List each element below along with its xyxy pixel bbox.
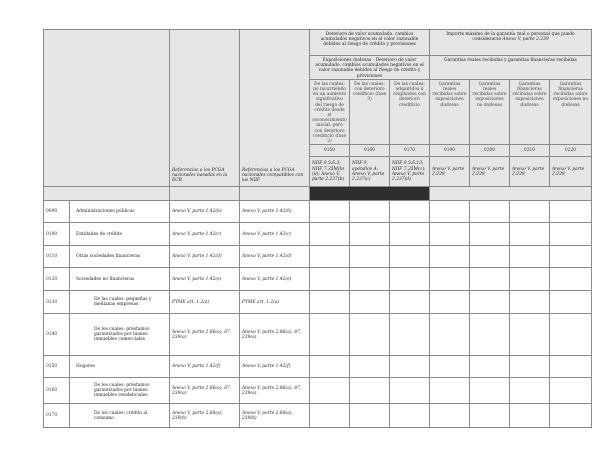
col-header-0210: Garantías financieras recibidas sobre exposiciones dudosas <box>510 79 550 144</box>
col-header-0200: Garantías reales recibidas sobre exposiciones no dudosas <box>470 79 510 144</box>
shaded-band <box>310 187 430 201</box>
data-cell[interactable] <box>470 404 510 428</box>
col-ref-0150: NIIF 9.5.5.3; NIIF 7.35M(b)(ii); Anexo V, parte 2.237(b) <box>310 157 350 187</box>
band-right <box>430 187 592 201</box>
table-row <box>44 201 592 223</box>
data-cell[interactable] <box>470 223 510 246</box>
col-ref-0210: Anexo V, parte 2.239 <box>510 157 550 187</box>
col-ref-0170: NIIF 9.5.5.13; NIIF 7.35M(c); Anexo V, parte 2.237(d) <box>390 157 430 187</box>
data-cell[interactable] <box>510 246 550 268</box>
col-code-0150: 0150 <box>310 145 350 157</box>
col-header-0190: Garantías reales recibidas sobre exposiciones dudosas <box>430 79 470 144</box>
data-cell[interactable] <box>470 268 510 291</box>
row-label: De los cuales: préstamos garantizados por bienes inmuebles comerciales <box>70 314 170 356</box>
band-blank <box>44 187 170 201</box>
row-code: 0100 <box>44 223 70 246</box>
data-cell[interactable] <box>390 404 430 428</box>
ref-col2-header: Referencias a los PCGA nacionales compatibles con las NIIF <box>240 30 310 187</box>
row-label: De los cuales: préstamos garantizados por bienes inmuebles residenciales <box>70 378 170 404</box>
data-cell[interactable] <box>430 314 470 356</box>
row-code: 0140 <box>44 314 70 356</box>
data-cell[interactable] <box>550 404 592 428</box>
data-cell[interactable] <box>390 246 430 268</box>
row-code: 0110 <box>44 246 70 268</box>
row-code: 0160 <box>44 378 70 404</box>
col-ref-0220: Anexo V, parte 2.239 <box>550 157 592 187</box>
data-cell[interactable] <box>430 356 470 378</box>
row-ref-ecb: Anexo V, parte 1.42(f) <box>170 356 240 378</box>
row-ref-ecb: PYME art. 1.2(a) <box>170 291 240 314</box>
data-cell[interactable] <box>350 356 390 378</box>
col-header-0220: Garantías financieras recibidas sobre exposiciones no dudosas <box>550 79 592 144</box>
col-ref-0160: NIIF 9, apéndice A; Anexo V, parte 2.237(c) <box>350 157 390 187</box>
row-ref-ecb: Anexo V, parte 2.86(a), 87, 239(a) <box>170 314 240 356</box>
data-cell[interactable] <box>350 378 390 404</box>
ref-col1-header: Referencias a los PCGA nacionales basadas en la ECB <box>170 30 240 187</box>
row-label: Sociedades no financieras <box>70 268 170 291</box>
data-cell[interactable] <box>390 356 430 378</box>
data-cell[interactable] <box>430 404 470 428</box>
row-code: 0150 <box>44 356 70 378</box>
row-ref-niif: Anexo V, parte 1.42(e) <box>240 268 310 291</box>
data-cell[interactable] <box>550 223 592 246</box>
data-cell[interactable] <box>550 246 592 268</box>
data-cell[interactable] <box>470 291 510 314</box>
table-row <box>44 378 592 404</box>
col-code-0170: 0170 <box>390 145 430 157</box>
table-row <box>44 404 592 428</box>
data-cell[interactable] <box>350 314 390 356</box>
col-header-0160: De las cuales: con deterioro crediticio (fase 3) <box>350 79 390 144</box>
col-code-0220: 0220 <box>550 145 592 157</box>
row-ref-ecb: Anexo V, parte 1.42(c) <box>170 223 240 246</box>
data-cell[interactable] <box>350 404 390 428</box>
data-cell[interactable] <box>430 246 470 268</box>
col-ref-0190: Anexo V, parte 2.239 <box>430 157 470 187</box>
data-cell[interactable] <box>310 201 350 223</box>
data-cell[interactable] <box>390 291 430 314</box>
data-cell[interactable] <box>310 314 350 356</box>
header-corner <box>44 30 170 187</box>
data-cell[interactable] <box>550 201 592 223</box>
data-cell[interactable] <box>350 268 390 291</box>
data-cell[interactable] <box>430 291 470 314</box>
data-cell[interactable] <box>470 314 510 356</box>
data-cell[interactable] <box>310 246 350 268</box>
row-label: De las cuales: pequeñas y medianas empresas <box>70 291 170 314</box>
data-cell[interactable] <box>510 291 550 314</box>
data-cell[interactable] <box>430 378 470 404</box>
data-cell[interactable] <box>350 201 390 223</box>
table-row <box>44 246 592 268</box>
row-ref-niif: Anexo V, parte 1.42(b) <box>240 201 310 223</box>
data-cell[interactable] <box>310 291 350 314</box>
data-cell[interactable] <box>470 378 510 404</box>
row-ref-ecb: Anexo V, parte 1.42(e) <box>170 268 240 291</box>
data-cell[interactable] <box>310 404 350 428</box>
table-row <box>44 356 592 378</box>
data-cell[interactable] <box>510 201 550 223</box>
data-cell[interactable] <box>550 268 592 291</box>
max-guarantee-ref: Anexo V, parte 2.239 <box>502 37 549 43</box>
row-label: Entidades de crédito <box>70 223 170 246</box>
data-cell[interactable] <box>390 378 430 404</box>
col-code-0190: 0190 <box>430 145 470 157</box>
max-guarantee-title: Importe máximo de la garantía real o personal que puede considerarse <box>446 32 575 43</box>
table-row <box>44 291 592 314</box>
data-cell[interactable] <box>390 314 430 356</box>
data-cell[interactable] <box>510 314 550 356</box>
data-cell[interactable] <box>510 404 550 428</box>
data-cell[interactable] <box>430 201 470 223</box>
nonperforming-subgroup-header: Exposiciones dudosas - Deterioro de valor acumulado, cambios acumulados negativos en el valor razonable debidos al riesgo de crédito y provisiones <box>310 56 430 80</box>
data-cell[interactable] <box>550 314 592 356</box>
col-code-0210: 0210 <box>510 145 550 157</box>
data-cell[interactable] <box>470 201 510 223</box>
data-cell[interactable] <box>550 378 592 404</box>
data-cell[interactable] <box>310 223 350 246</box>
row-ref-ecb: Anexo V, parte 2.88(a), 239(b) <box>170 404 240 428</box>
data-cell[interactable] <box>470 246 510 268</box>
finrep-table <box>43 29 592 428</box>
data-cell[interactable] <box>310 268 350 291</box>
col-header-0150: De las cuales: no incurriendo en un aumento significativo del riesgo de crédito desde el reconocimiento inicial, pero con deterioro crediticio (fase 2) <box>310 79 350 144</box>
data-cell[interactable] <box>430 223 470 246</box>
data-cell[interactable] <box>510 223 550 246</box>
row-code: 0090 <box>44 201 70 223</box>
row-ref-niif: Anexo V, parte 1.42(c) <box>240 223 310 246</box>
row-ref-niif: PYME art. 1.2(a) <box>240 291 310 314</box>
data-cell[interactable] <box>350 223 390 246</box>
table-row <box>44 268 592 291</box>
data-cell[interactable] <box>550 356 592 378</box>
collateral-subgroup-header: Garantías reales recibidas y garantías financieras recibidas <box>430 56 592 80</box>
row-code: 0130 <box>44 291 70 314</box>
data-cell[interactable] <box>550 291 592 314</box>
data-cell[interactable] <box>510 268 550 291</box>
row-ref-niif: Anexo V, parte 2.88(a), 239(b) <box>240 404 310 428</box>
impairment-group-header: Deterioro de valor acumulado, cambios acumulados negativos en el valor razonable debidos al riesgo de crédito y provisiones <box>310 30 430 56</box>
data-cell[interactable] <box>310 378 350 404</box>
data-cell[interactable] <box>510 378 550 404</box>
table-body <box>44 201 592 428</box>
col-code-0200: 0200 <box>470 145 510 157</box>
table-row <box>44 223 592 246</box>
row-ref-ecb: Anexo V, parte 1.42(b) <box>170 201 240 223</box>
data-cell[interactable] <box>390 223 430 246</box>
data-cell[interactable] <box>350 246 390 268</box>
row-label: Otras sociedades financieras <box>70 246 170 268</box>
row-label: Hogares <box>70 356 170 378</box>
row-ref-ecb: Anexo V, parte 1.42(d) <box>170 246 240 268</box>
data-cell[interactable] <box>430 268 470 291</box>
data-cell[interactable] <box>350 291 390 314</box>
data-cell[interactable] <box>390 268 430 291</box>
data-cell[interactable] <box>310 356 350 378</box>
data-cell[interactable] <box>470 356 510 378</box>
row-code: 0170 <box>44 404 70 428</box>
band-ref2 <box>240 187 310 201</box>
row-ref-niif: Anexo V, parte 2.86(a), 87, 239(a) <box>240 378 310 404</box>
row-ref-niif: Anexo V, parte 1.42(f) <box>240 356 310 378</box>
col-code-0160: 0160 <box>350 145 390 157</box>
row-ref-ecb: Anexo V, parte 2.86(a), 87, 239(a) <box>170 378 240 404</box>
finrep-table-sheet <box>43 29 591 427</box>
col-ref-0200: Anexo V, parte 2.239 <box>470 157 510 187</box>
max-guarantee-group-header <box>430 30 592 56</box>
row-ref-niif: Anexo V, parte 1.42(d) <box>240 246 310 268</box>
col-header-0170: De las cuales: adquiridos u originados con deterioro crediticio <box>390 79 430 144</box>
table-row <box>44 314 592 356</box>
row-label: Administraciones públicas <box>70 201 170 223</box>
band-ref1 <box>170 187 240 201</box>
row-ref-niif: Anexo V, parte 2.86(a), 87, 239(a) <box>240 314 310 356</box>
data-cell[interactable] <box>510 356 550 378</box>
row-code: 0120 <box>44 268 70 291</box>
row-label: De los cuales: crédito al consumo <box>70 404 170 428</box>
data-cell[interactable] <box>390 201 430 223</box>
